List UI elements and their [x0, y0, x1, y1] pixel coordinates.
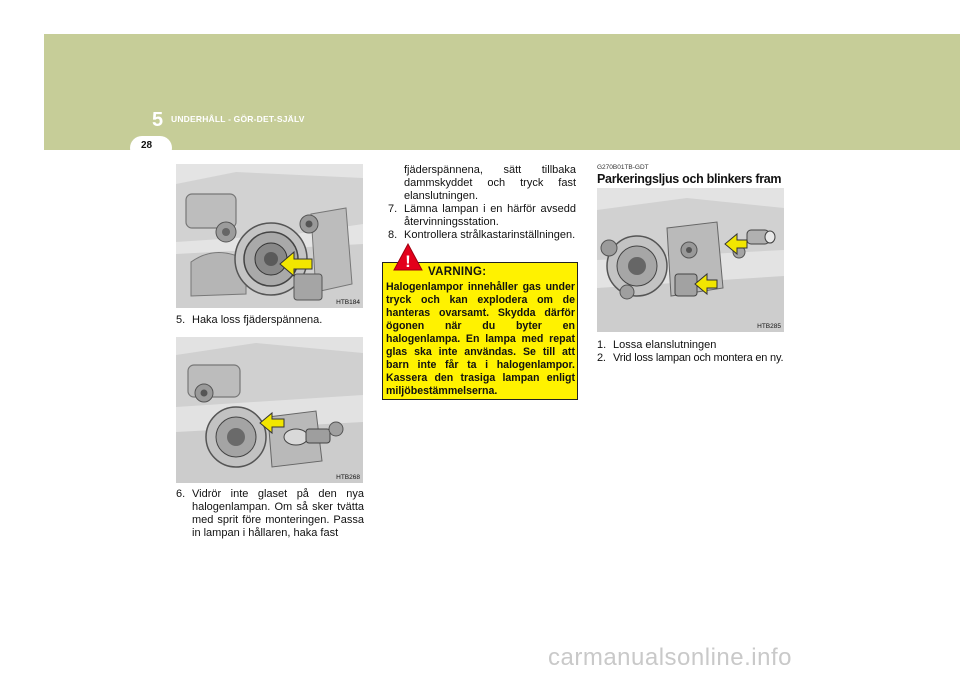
step-1 [597, 339, 797, 352]
step-2-number: 2. [597, 352, 606, 364]
step-1-text: Lossa elanslutningen [613, 339, 717, 351]
right-steps [597, 339, 797, 365]
warning-triangle-icon [393, 243, 423, 271]
figure-code-3: HTB285 [757, 323, 781, 330]
step-6-continued [388, 164, 576, 242]
figure-code-2: HTB268 [336, 474, 360, 481]
step-7-number: 7. [388, 203, 398, 215]
continued-line-1: fjäderspännena, sätt tillbaka [404, 164, 576, 176]
headlamp-photo-1 [176, 164, 363, 308]
headlamp-illustration-2 [176, 337, 363, 483]
step-5-text: Haka loss fjäderspännena. [192, 314, 323, 326]
chapter-number: 5 [152, 109, 164, 131]
watermark: carmanualsonline.info [548, 644, 792, 671]
step-5 [176, 314, 366, 327]
figure-code-1: HTB184 [336, 299, 360, 306]
step-7-text: Lämna lampan i en härför avsedd återvinningsstation. [404, 203, 576, 228]
step-6-number: 6. [176, 488, 186, 500]
headlamp-photo-2 [176, 337, 363, 483]
parking-light-illustration [597, 188, 784, 332]
section-code: G270B01TB-GDT [597, 164, 649, 171]
warning-body: Halogenlampor innehåller gas under tryck och kan explodera om de hanteras ovarsamt. Skydda därför ögonen när du byter en halogenlampa. En lampa med repat glas ska inte användas. Se till att barn inte får ta i halogenlampor. Kassera den trasiga lampan enligt miljöbestämmelserna. [386, 281, 575, 397]
step-6 [176, 488, 364, 540]
continued-line-2: dammskyddet och tryck fast [404, 177, 576, 189]
continued-line-3: elanslutningen. [404, 190, 479, 202]
step-8-text: Kontrollera strålkastarinställningen. [404, 229, 576, 241]
step-5-number: 5. [176, 314, 186, 326]
warning-title: VARNING: [428, 266, 487, 278]
page-number: 28 [141, 140, 153, 151]
step-8 [388, 229, 576, 242]
warning-symbol: ! [405, 252, 411, 271]
section-title: Parkeringsljus och blinkers fram [597, 172, 782, 186]
parking-light-photo [597, 188, 784, 332]
step-1-number: 1. [597, 339, 607, 351]
step-2 [597, 352, 797, 365]
step-6-text: Vidrör inte glaset på den nya halogenlampan. Om så sker tvätta med sprit före monteringen. Passa in lampan i hållaren, haka fast [192, 488, 364, 539]
chapter-title: UNDERHÅLL - GÖR-DET-SJÄLV [171, 114, 305, 124]
step-7 [388, 203, 576, 229]
step-8-number: 8. [388, 229, 398, 241]
headlamp-illustration-1 [176, 164, 363, 308]
step-2-text: Vrid loss lampan och montera en ny. [613, 352, 784, 364]
header-band [44, 34, 960, 150]
